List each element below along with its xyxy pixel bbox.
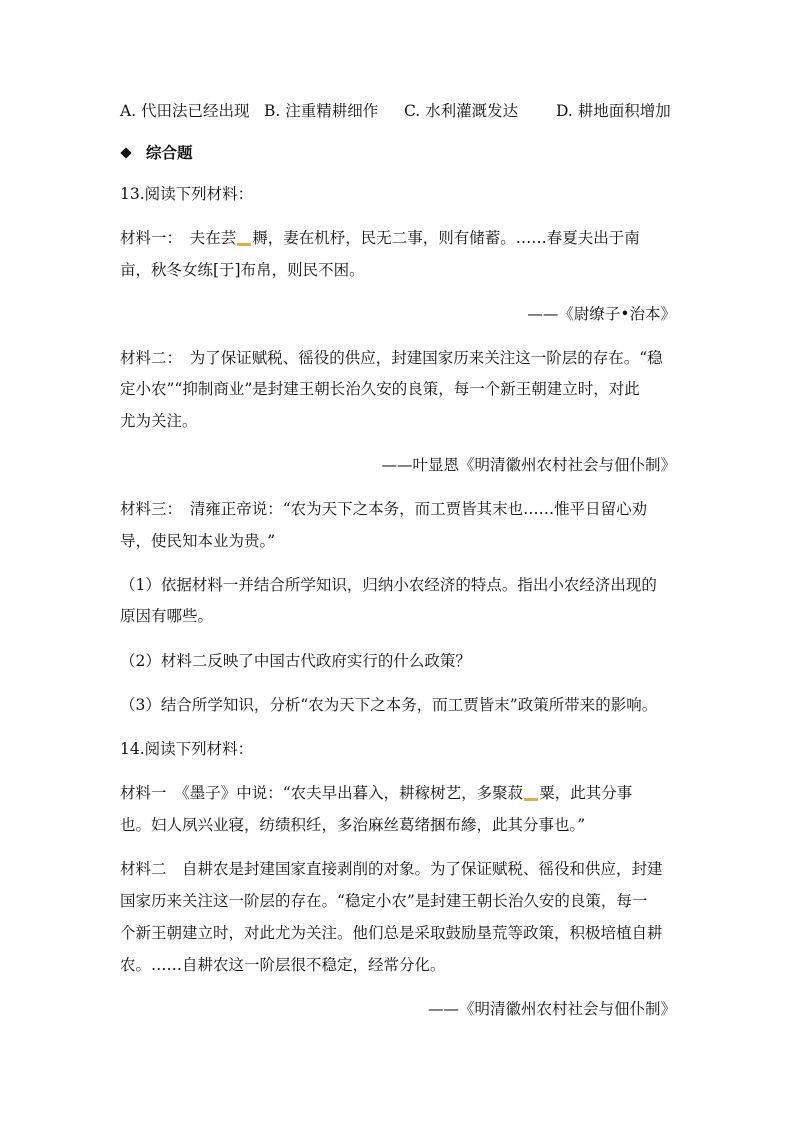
q13-material3-line2: 导，使民知本业为贵。”: [120, 532, 276, 550]
blank-marker: [237, 243, 251, 246]
q13-stem: 13.阅读下列材料：: [120, 185, 254, 203]
option-b: B. 注重精耕细作: [264, 102, 379, 120]
q13-material1-line1: [120, 227, 676, 249]
option-c: C. 水利灌溉发达: [404, 102, 519, 120]
q13-sub3: （3）结合所学知识，分析“农为天下之本务，而工贾皆末”政策所带来的影响。: [120, 696, 658, 714]
document-page: [120, 0, 676, 1123]
q14-material2-line1: 材料二 自耕农是封建国家直接剥削的对象。为了保证赋税、徭役和供应，封建: [120, 860, 663, 878]
q14-material2-line4: 农。……自耕农这一阶层很不稳定，经常分化。: [120, 956, 446, 974]
q14-material2-source: ——《明清徽州农村社会与佃仆制》: [427, 1000, 676, 1018]
q13-material3-line1: 材料三： 清雍正帝说：“农为天下之本务，而工贾皆其末也……惟平日留心劝: [120, 500, 648, 518]
q13-material1-source: ——《尉缭子•治本》: [527, 305, 676, 323]
section-heading: [120, 142, 676, 164]
q14-stem: 14.阅读下列材料：: [120, 740, 254, 758]
q13-material1-line2: 亩，秋冬女练[于]布帛，则民不困。: [120, 261, 365, 279]
q13-material2-line2: 定小农”“抑制商业”是封建王朝长治久安的良策，每一个新王朝建立时，对此: [120, 380, 640, 398]
q14-material2-line2: 国家历来关注这一阶层的存在。“稳定小农”是封建王朝长治久安的良策，每一: [120, 892, 648, 910]
blank-marker: [524, 798, 538, 801]
diamond-bullet-icon: [120, 147, 131, 158]
q14-material1-text-a: 材料一 《墨子》中说：“农夫早出暮入，耕稼树艺，多聚菽: [120, 784, 524, 802]
q13-material2-line1: 材料二： 为了保证赋税、徭役的供应，封建国家历来关注这一阶层的存在。“稳: [120, 349, 663, 367]
q13-material2-line3: 尤为关注。: [120, 412, 198, 430]
q12-options: [120, 100, 676, 122]
option-a: A. 代田法已经出现: [120, 102, 250, 120]
q14-material2-line3: 个新王朝建立时，对此尤为关注。他们总是采取鼓励垦荒等政策，积极培植自耕: [120, 924, 663, 942]
q14-material1-line1: [120, 782, 676, 804]
section-title: 综合题: [146, 144, 193, 162]
q14-material1-line2: 也。妇人夙兴业寝，纺绩积纴，多治麻丝葛绪捆布縿，此其分事也。”: [120, 816, 586, 834]
q13-sub2: （2）材料二反映了中国古代政府实行的什么政策？: [120, 652, 471, 670]
q13-material2-source: ——叶显恩《明清徽州农村社会与佃仆制》: [381, 456, 676, 474]
option-d: D. 耕地面积增加: [556, 102, 671, 120]
q13-sub1-line1: （1）依据材料一并结合所学知识，归纳小农经济的特点。指出小农经济出现的: [120, 576, 657, 594]
q13-material1-text-a: 材料一： 夫在芸: [120, 229, 237, 247]
q13-sub1-line2: 原因有哪些。: [120, 607, 214, 625]
q14-material1-text-b: 粟，此其分事: [539, 784, 633, 802]
q13-material1-text-b: 耨，妻在机杼，民无二事，则有储蓄。……春夏夫出于南: [252, 229, 640, 247]
